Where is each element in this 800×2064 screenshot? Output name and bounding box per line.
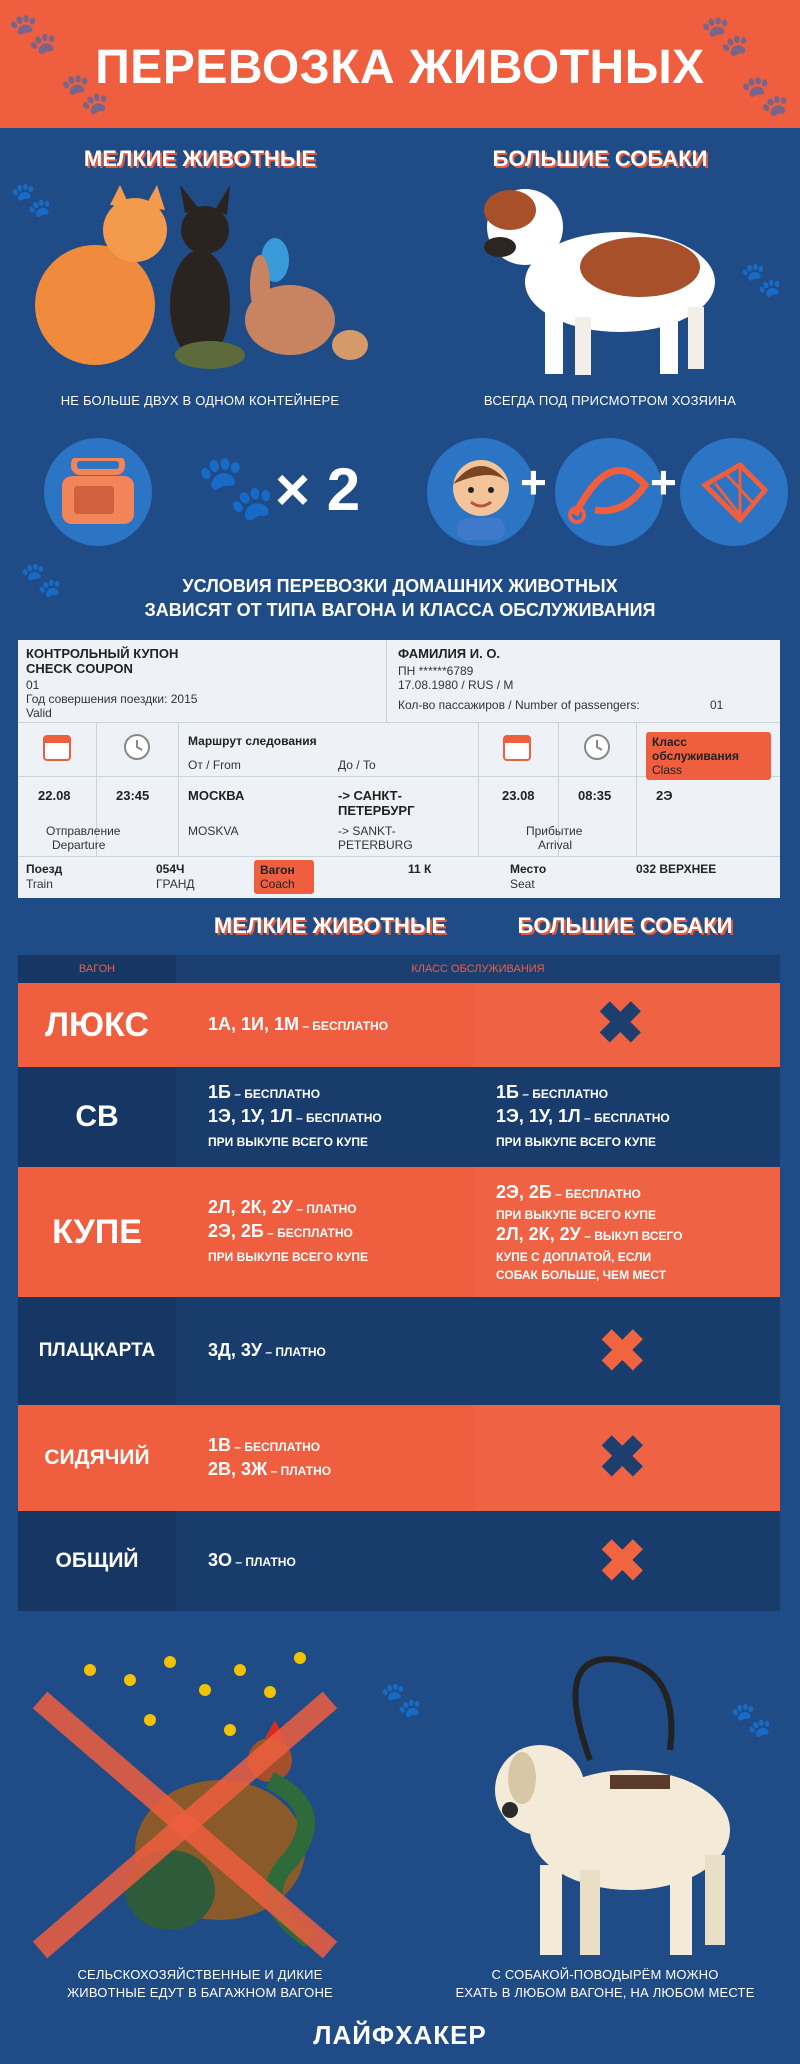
sv-small-2: 1Э, 1У, 1Л (208, 1106, 293, 1126)
head-wagon: ВАГОН (18, 955, 176, 983)
table-row (18, 1297, 780, 1405)
paw-print-icon: 🐾 (60, 72, 110, 116)
common-small-seats: 3О (208, 1550, 233, 1570)
arrival-time: 08:35 (578, 788, 612, 803)
kupe-large-5: СОБАК БОЛЬШЕ, ЧЕМ МЕСТ (496, 1268, 667, 1282)
kupe-small-2: 2Э, 2Б (208, 1221, 264, 1241)
table-row (18, 1405, 780, 1511)
kupe-small-cell (208, 1167, 468, 1297)
birth-info: 17.08.1980 / RUS / M (398, 678, 514, 692)
to-city: -> САНКТ-ПЕТЕРБУРГ (338, 788, 415, 818)
platskart-small-seats: 3Д, 3У (208, 1340, 263, 1360)
kupe-small-2-note: – БЕСПЛАТНО (263, 1226, 353, 1240)
paw-print-icon: 🐾 (700, 14, 750, 58)
table-head-row (18, 955, 780, 983)
to-label: До / To (338, 758, 376, 772)
paw-print-icon: 🐾 (740, 74, 790, 118)
conditions-line-1: УСЛОВИЯ ПЕРЕВОЗКИ ДОМАШНИХ ЖИВОТНЫХ (182, 576, 618, 596)
kupe-large-2: ПРИ ВЫКУПЕ ВСЕГО КУПЕ (496, 1208, 656, 1222)
coupon-ru: КОНТРОЛЬНЫЙ КУПОН (26, 646, 179, 661)
lux-small-cell (208, 983, 468, 1067)
kupe-large-1-note: – БЕСПЛАТНО (551, 1187, 641, 1201)
small-animals-illustration (15, 185, 375, 375)
to-city-en: -> SANKT-PETERBURG (338, 824, 413, 852)
conditions-line-2: ЗАВИСЯТ ОТ ТИПА ВАГОНА И КЛАССА ОБСЛУЖИВАНИЯ (144, 600, 656, 620)
cross-icon: ✖ (598, 1529, 647, 1594)
rules-table (18, 955, 780, 1623)
wagon-sv: СВ (18, 1067, 176, 1167)
common-small-cell (208, 1511, 468, 1611)
sv-small-1: 1Б (208, 1082, 231, 1102)
wagon-kupe: КУПЕ (18, 1167, 176, 1297)
kupe-small-3: ПРИ ВЫКУПЕ ВСЕГО КУПЕ (208, 1250, 368, 1264)
sv-large-1: 1Б (496, 1082, 519, 1102)
train-name: ГРАНД (156, 877, 195, 891)
calendar-icon (42, 732, 72, 762)
sv-small-1-note: – БЕСПЛАТНО (230, 1087, 321, 1101)
kupe-large-1: 2Э, 2Б (496, 1182, 552, 1202)
clock-icon (122, 732, 152, 762)
head-class: КЛАСС ОБСЛУЖИВАНИЯ (411, 963, 545, 975)
route-label: Маршрут следования (188, 734, 317, 748)
class-tag (646, 732, 771, 780)
guide-dog-illustration (470, 1640, 750, 1960)
pet-carrier-icon (58, 458, 138, 528)
valid-label: Valid (26, 706, 52, 720)
seated-small-cell (208, 1405, 468, 1511)
lux-small-seats: 1А, 1И, 1М (208, 1014, 299, 1034)
conditions-heading (0, 574, 800, 622)
seat-en: Seat (510, 877, 535, 891)
cross-icon: ✖ (598, 1425, 647, 1490)
guide-dog-caption-line-1: С СОБАКОЙ-ПОВОДЫРЁМ МОЖНО (491, 1967, 719, 1982)
sv-small-3: ПРИ ВЫКУПЕ ВСЕГО КУПЕ (208, 1135, 368, 1149)
col-large-dogs: БОЛЬШИЕ СОБАКИ (517, 913, 733, 938)
departure-time: 23:45 (116, 788, 150, 803)
col-small-animals: МЕЛКИЕ ЖИВОТНЫЕ (213, 913, 447, 938)
passengers-count: 01 (710, 698, 724, 712)
coach-value: 11 К (408, 862, 432, 876)
wagon-platskart: ПЛАЦКАРТА (18, 1297, 176, 1405)
paw-print-icon: 🐾 (380, 1681, 423, 1719)
train-ticket (18, 640, 780, 898)
farm-caption-line-2: ЖИВОТНЫЕ ЕДУТ В БАГАЖНОМ ВАГОНЕ (67, 1985, 333, 2000)
small-animals-title: МЕЛКИЕ ЖИВОТНЫЕ (83, 146, 317, 171)
page-title: ПЕРЕВОЗКА ЖИВОТНЫХ (95, 41, 705, 94)
platskart-small-cell (208, 1297, 468, 1405)
wagon-seated: СИДЯЧИЙ (18, 1405, 176, 1511)
sv-large-cell (496, 1067, 780, 1167)
arrival-date: 23.08 (502, 788, 535, 803)
table-row (18, 1067, 780, 1167)
cross-icon: ✖ (596, 991, 645, 1056)
cross-icon: ✖ (598, 1319, 647, 1384)
wagon-lux: ЛЮКС (18, 983, 176, 1067)
from-city: МОСКВА (188, 788, 245, 803)
coach-tag (254, 860, 314, 894)
small-animals-caption: НЕ БОЛЬШЕ ДВУХ В ОДНОМ КОНТЕЙНЕРЕ (60, 393, 340, 408)
passengers-label: Кол-во пассажиров / Number of passengers: (398, 698, 640, 712)
times-two-label: × 2 (275, 456, 361, 523)
from-city-en: MOSKVA (188, 824, 239, 838)
class-en: Class (652, 763, 683, 777)
train-en: Train (26, 877, 53, 891)
guide-dog-caption-line-2: ЕХАТЬ В ЛЮБОМ ВАГОНЕ, НА ЛЮБОМ МЕСТЕ (455, 1985, 755, 2000)
kupe-small-1: 2Л, 2К, 2У (208, 1197, 293, 1217)
sv-large-2: 1Э, 1У, 1Л (496, 1106, 581, 1126)
train-ru: Поезд (26, 862, 63, 876)
st-bernard-dog-illustration (470, 172, 730, 382)
from-label: От / From (188, 758, 241, 772)
large-dogs-caption: ВСЕГДА ПОД ПРИСМОТРОМ ХОЗЯИНА (483, 393, 737, 408)
table-row (18, 1167, 780, 1297)
muzzle-icon (695, 455, 775, 530)
paw-print-icon: 🐾 (20, 561, 63, 599)
sv-small-cell (208, 1067, 468, 1167)
farm-caption-line-1: СЕЛЬСКОХОЗЯЙСТВЕННЫЕ И ДИКИЕ (77, 1967, 323, 1982)
coupon-en: CHECK COUPON (26, 661, 133, 676)
passenger-name: ФАМИЛИЯ И. О. (398, 646, 501, 661)
guide-dog-caption (430, 1966, 780, 2002)
kupe-large-3: 2Л, 2К, 2У (496, 1224, 581, 1244)
passport-number: ПН ******6789 (398, 664, 474, 678)
kupe-small-1-note: – ПЛАТНО (292, 1202, 357, 1216)
class-value: 2Э (656, 788, 673, 803)
paw-print-icon: 🐾 (8, 12, 58, 56)
arrival-ru: Прибытие (526, 824, 583, 838)
departure-date: 22.08 (38, 788, 71, 803)
seated-small-1: 1В (208, 1435, 232, 1455)
sv-large-2-note: – БЕСПЛАТНО (580, 1111, 670, 1125)
kupe-large-4: КУПЕ С ДОПЛАТОЙ, ЕСЛИ (496, 1250, 652, 1264)
wagon-common: ОБЩИЙ (18, 1511, 176, 1611)
class-ru: Класс обслуживания (652, 735, 739, 763)
table-row (18, 1511, 780, 1611)
lux-small-note: – БЕСПЛАТНО (298, 1019, 389, 1033)
platskart-small-note: – ПЛАТНО (262, 1345, 326, 1359)
common-small-note: – ПЛАТНО (232, 1555, 296, 1569)
seated-small-2-note: – ПЛАТНО (267, 1464, 332, 1478)
sv-small-2-note: – БЕСПЛАТНО (292, 1111, 382, 1125)
paw-print-icon: 🐾 (10, 181, 53, 219)
owner-boy-icon (445, 448, 517, 540)
train-number: 054Ч (156, 862, 185, 876)
coupon-number: 01 (26, 678, 40, 692)
seated-small-1-note: – БЕСПЛАТНО (231, 1440, 321, 1454)
kupe-large-cell (496, 1167, 780, 1297)
plus-sign: + (650, 456, 677, 508)
departure-ru: Отправление (46, 824, 121, 838)
seat-value: 032 ВЕРХНЕЕ (636, 862, 717, 876)
coach-en: Coach (260, 877, 295, 891)
plus-sign: + (520, 456, 547, 508)
paw-print-icon: 🐾 (730, 1701, 773, 1739)
trip-year: Год совершения поездки: 2015 (26, 692, 198, 706)
departure-en: Departure (52, 838, 106, 852)
lifehacker-logo: ЛАЙФХАКЕР (313, 2020, 487, 2050)
paw-print-icon: 🐾 (196, 451, 276, 523)
arrival-en: Arrival (538, 838, 573, 852)
seat-ru: Место (510, 862, 547, 876)
clock-icon (582, 732, 612, 762)
seated-small-2: 2В, 3Ж (208, 1459, 268, 1479)
table-row (18, 983, 780, 1067)
leash-icon (565, 455, 655, 530)
kupe-large-3-note: – ВЫКУП ВСЕГО (580, 1229, 683, 1243)
large-dogs-title: БОЛЬШИЕ СОБАКИ (492, 146, 708, 171)
sv-large-1-note: – БЕСПЛАТНО (518, 1087, 609, 1101)
farm-animals-caption (30, 1966, 370, 2002)
farm-wild-animals-crossed-illustration (30, 1640, 400, 1960)
calendar-icon (502, 732, 532, 762)
sv-large-3: ПРИ ВЫКУПЕ ВСЕГО КУПЕ (496, 1135, 656, 1149)
paw-print-icon: 🐾 (740, 261, 783, 299)
coach-ru: Вагон (260, 863, 295, 877)
